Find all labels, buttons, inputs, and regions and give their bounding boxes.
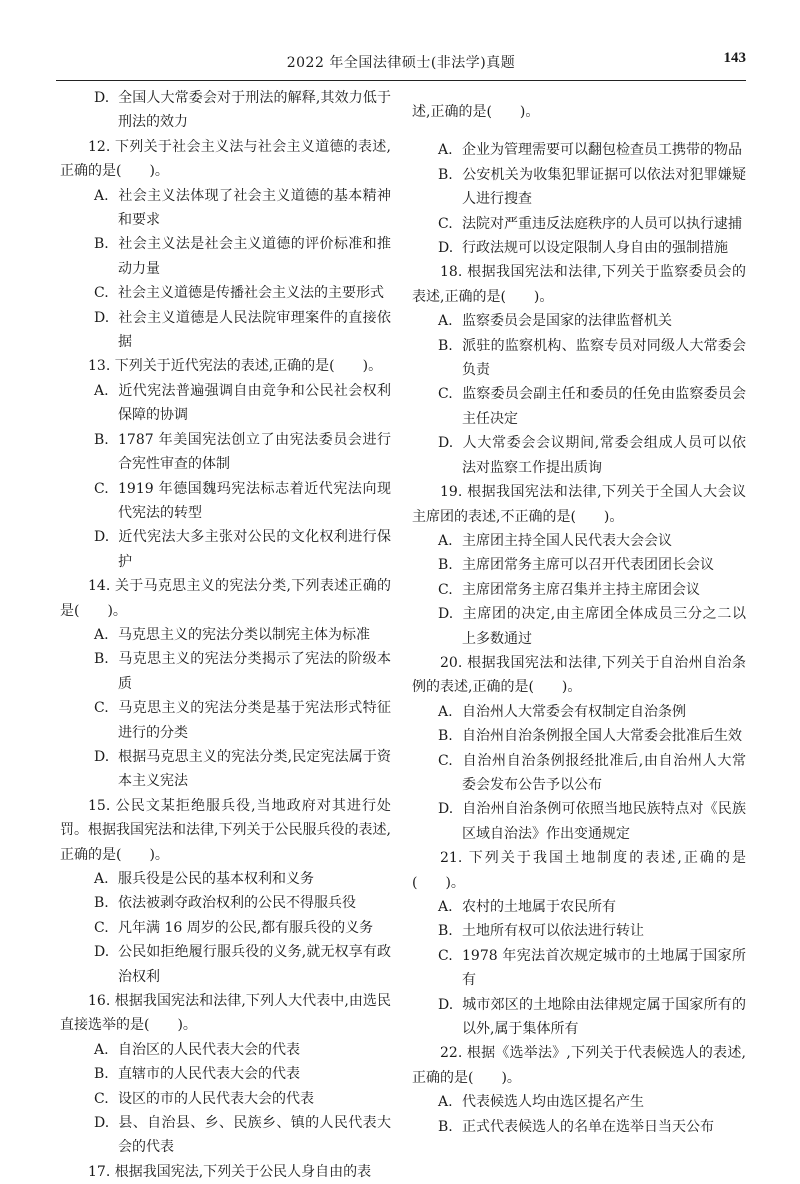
option-label: B. — [438, 923, 453, 940]
answer-option — [438, 724, 746, 748]
option-label: C. — [94, 700, 109, 717]
option-text: 自治州自治条例报全国人大常委会批准后生效 — [462, 728, 742, 745]
answer-option — [94, 232, 391, 281]
question-stem: 21. 下列关于我国土地制度的表述,正确的是( )。 — [412, 850, 746, 891]
option-text: 行政法规可以设定限制人身自由的强制措施 — [462, 240, 728, 257]
answer-option — [94, 1062, 391, 1086]
option-label: D. — [438, 435, 454, 452]
question-stem: 13. 下列关于近代宪法的表述,正确的是( )。 — [88, 358, 383, 375]
option-text: 社会主义道德是传播社会主义法的主要形式 — [118, 285, 384, 302]
option-label: B. — [94, 431, 109, 448]
option-label: C. — [438, 752, 453, 769]
answer-option — [94, 1111, 391, 1160]
option-label: C. — [94, 919, 109, 936]
option-label: C. — [438, 215, 453, 232]
option-label: B. — [438, 166, 453, 183]
answer-option — [438, 700, 746, 724]
question-stem: 16. 根据我国宪法和法律,下列人大代表中,由选民直接选举的是( )。 — [60, 993, 391, 1034]
option-label: C. — [94, 480, 109, 497]
question-stem: 15. 公民文某拒绝服兵役,当地政府对其进行处罚。根据我国宪法和法律,下列关于公民服兵役的表述,正确的是( )。 — [60, 797, 391, 863]
question-stem: 19. 根据我国宪法和法律,下列关于全国人大会议主席团的表述,不正确的是( )。 — [412, 484, 746, 525]
question-stem-continued: 述,正确的是( )。 — [412, 104, 540, 120]
option-text: 主席团常务主席可以召开代表团团长会议 — [462, 557, 714, 574]
option-text: 代表候选人均由选区提名产生 — [462, 1094, 644, 1111]
option-label: C. — [438, 581, 453, 598]
answer-option — [438, 749, 746, 798]
option-label: C. — [438, 386, 453, 403]
option-label: A. — [94, 382, 109, 399]
option-label: B. — [438, 557, 453, 574]
option-label: A. — [438, 532, 453, 549]
option-text: 主席团的决定,由主席团全体成员三分之二以上多数通过 — [462, 606, 746, 647]
option-text: 马克思主义的宪法分类以制宪主体为标准 — [118, 626, 370, 643]
question-stem: 20. 根据我国宪法和法律,下列关于自治州自治条例的表述,正确的是( )。 — [412, 654, 746, 696]
option-label: B. — [94, 895, 109, 912]
option-label: A. — [438, 142, 453, 159]
answer-option — [94, 647, 391, 696]
answer-option — [438, 309, 746, 333]
answer-option — [438, 1115, 746, 1139]
option-label: D. — [94, 529, 110, 546]
left-column — [60, 86, 391, 1184]
answer-option — [94, 1038, 391, 1062]
option-text: 依法被剥夺政治权利的公民不得服兵役 — [118, 895, 356, 912]
option-text: 全国人大常委会对于刑法的解释,其效力低于刑法的效力 — [118, 90, 391, 131]
question-stem: 12. 下列关于社会主义法与社会主义道德的表述,正确的是( )。 — [60, 138, 391, 180]
option-text: 近代宪法普遍强调自由竞争和公民社会权利保障的协调 — [118, 382, 391, 424]
answer-option — [438, 895, 746, 919]
question-stem: 18. 根据我国宪法和法律,下列关于监察委员会的表述,正确的是( )。 — [412, 264, 746, 305]
answer-option — [438, 382, 746, 431]
option-text: 正式代表候选人的名单在选举日当天公布 — [462, 1118, 714, 1135]
option-text: 社会主义道德是人民法院审理案件的直接依据 — [118, 309, 391, 351]
option-label: D. — [94, 748, 110, 765]
answer-option — [94, 184, 391, 233]
answer-option — [94, 696, 391, 745]
answer-option — [438, 163, 746, 212]
option-label: D. — [438, 606, 454, 623]
option-text: 自治州自治条例报经批准后,由自治州人大常委会发布公告予以公布 — [462, 752, 746, 793]
answer-option — [94, 891, 391, 915]
option-text: 公安机关为收集犯罪证据可以依法对犯罪嫌疑人进行搜查 — [462, 166, 746, 208]
option-label: A. — [94, 1041, 109, 1058]
option-text: 县、自治县、乡、民族乡、镇的人民代表大会的代表 — [118, 1115, 391, 1156]
option-text: 直辖市的人民代表大会的代表 — [118, 1066, 300, 1083]
option-text: 人大常委会会议期间,常委会组成人员可以依法对监察工作提出质询 — [462, 435, 746, 476]
answer-option — [94, 379, 391, 428]
answer-option — [94, 940, 391, 989]
option-text: 马克思主义的宪法分类是基于宪法形式特征进行的分类 — [118, 700, 391, 741]
option-text: 城市郊区的土地除由法律规定属于国家所有的以外,属于集体所有 — [462, 996, 746, 1038]
answer-option — [94, 525, 391, 574]
answer-option — [94, 306, 391, 355]
option-label: A. — [94, 626, 109, 643]
option-text: 监察委员会是国家的法律监督机关 — [462, 313, 672, 330]
option-label: A. — [438, 313, 453, 330]
option-label: D. — [94, 309, 110, 326]
answer-option — [94, 86, 391, 135]
option-label: C. — [94, 285, 109, 302]
option-text: 近代宪法大多主张对公民的文化权利进行保护 — [118, 529, 391, 570]
option-label: D. — [94, 90, 110, 106]
answer-option — [438, 1090, 746, 1114]
option-label: D. — [438, 240, 454, 257]
right-column — [412, 86, 746, 1139]
option-label: D. — [94, 1115, 110, 1132]
question-stem: 22. 根据《选举法》,下列关于代表候选人的表述,正确的是( )。 — [412, 1045, 746, 1086]
answer-option — [438, 919, 746, 943]
option-text: 服兵役是公民的基本权利和义务 — [118, 871, 314, 887]
option-text: 公民如拒绝履行服兵役的义务,就无权享有政治权利 — [118, 944, 391, 985]
option-label: B. — [438, 337, 453, 354]
answer-option — [438, 602, 746, 651]
option-text: 派驻的监察机构、监察专员对同级人大常委会负责 — [462, 337, 746, 379]
page-header — [56, 44, 746, 81]
answer-option — [94, 281, 391, 305]
answer-option — [438, 993, 746, 1042]
answer-option — [438, 553, 746, 577]
answer-option — [94, 745, 391, 794]
option-label: D. — [438, 801, 454, 818]
option-label: B. — [94, 651, 109, 668]
option-label: B. — [438, 728, 453, 745]
option-text: 自治州人大常委会有权制定自治条例 — [462, 703, 686, 720]
option-text: 根据马克思主义的宪法分类,民定宪法属于资本主义宪法 — [118, 748, 391, 790]
question-stem: 14. 关于马克思主义的宪法分类,下列表述正确的是( )。 — [60, 578, 391, 619]
option-text: 设区的市的人民代表大会的代表 — [118, 1090, 314, 1107]
option-label: A. — [438, 703, 453, 720]
option-text: 企业为管理需要可以翻包检查员工携带的物品 — [462, 142, 742, 159]
option-text: 自治州自治条例可依照当地民族特点对《民族区域自治法》作出变通规定 — [462, 801, 746, 842]
option-label: D. — [94, 944, 110, 961]
option-text: 社会主义法体现了社会主义道德的基本精神和要求 — [118, 187, 391, 229]
option-text: 凡年满 16 周岁的公民,都有服兵役的义务 — [118, 919, 374, 936]
answer-option — [438, 236, 746, 260]
option-text: 自治区的人民代表大会的代表 — [118, 1041, 300, 1058]
option-text: 主席团常务主席召集并主持主席团会议 — [462, 581, 700, 598]
option-text: 土地所有权可以依法进行转让 — [462, 923, 644, 940]
question-stem: 17. 根据我国宪法,下列关于公民人身自由的表 — [88, 1163, 372, 1180]
option-text: 监察委员会副主任和委员的任免由监察委员会主任决定 — [462, 386, 746, 427]
option-label: A. — [438, 1094, 453, 1111]
answer-option — [94, 916, 391, 940]
answer-option — [94, 428, 391, 477]
answer-option — [438, 529, 746, 553]
option-label: C. — [94, 1090, 109, 1107]
answer-option — [438, 578, 746, 602]
answer-option — [438, 212, 746, 236]
answer-option — [438, 944, 746, 993]
option-text: 1978 年宪法首次规定城市的土地属于国家所有 — [462, 947, 746, 989]
option-label: A. — [94, 871, 109, 887]
option-text: 1919 年德国魏玛宪法标志着近代宪法向现代宪法的转型 — [118, 480, 391, 521]
answer-option — [94, 623, 391, 647]
option-label: C. — [438, 947, 453, 964]
option-text: 1787 年美国宪法创立了由宪法委员会进行合宪性审查的体制 — [118, 431, 391, 473]
option-label: B. — [438, 1118, 453, 1135]
answer-option — [438, 797, 746, 846]
answer-option — [438, 334, 746, 383]
answer-option — [94, 477, 391, 526]
option-text: 马克思主义的宪法分类揭示了宪法的阶级本质 — [118, 651, 391, 692]
answer-option — [94, 867, 391, 891]
running-title: 2022 年全国法律硕士(非法学)真题 — [286, 55, 516, 71]
option-label: A. — [94, 187, 109, 204]
option-label: D. — [438, 996, 454, 1013]
option-label: A. — [438, 899, 453, 915]
option-text: 法院对严重违反法庭秩序的人员可以执行逮捕 — [462, 215, 742, 232]
option-label: B. — [94, 236, 109, 253]
answer-option — [438, 431, 746, 480]
answer-option — [438, 138, 746, 162]
page-number: 143 — [723, 50, 746, 66]
option-text: 农村的土地属于农民所有 — [462, 899, 616, 915]
option-label: B. — [94, 1066, 109, 1083]
answer-option — [94, 1087, 391, 1111]
option-text: 主席团主持全国人民代表大会会议 — [462, 532, 672, 549]
option-text: 社会主义法是社会主义道德的评价标准和推动力量 — [118, 236, 391, 277]
